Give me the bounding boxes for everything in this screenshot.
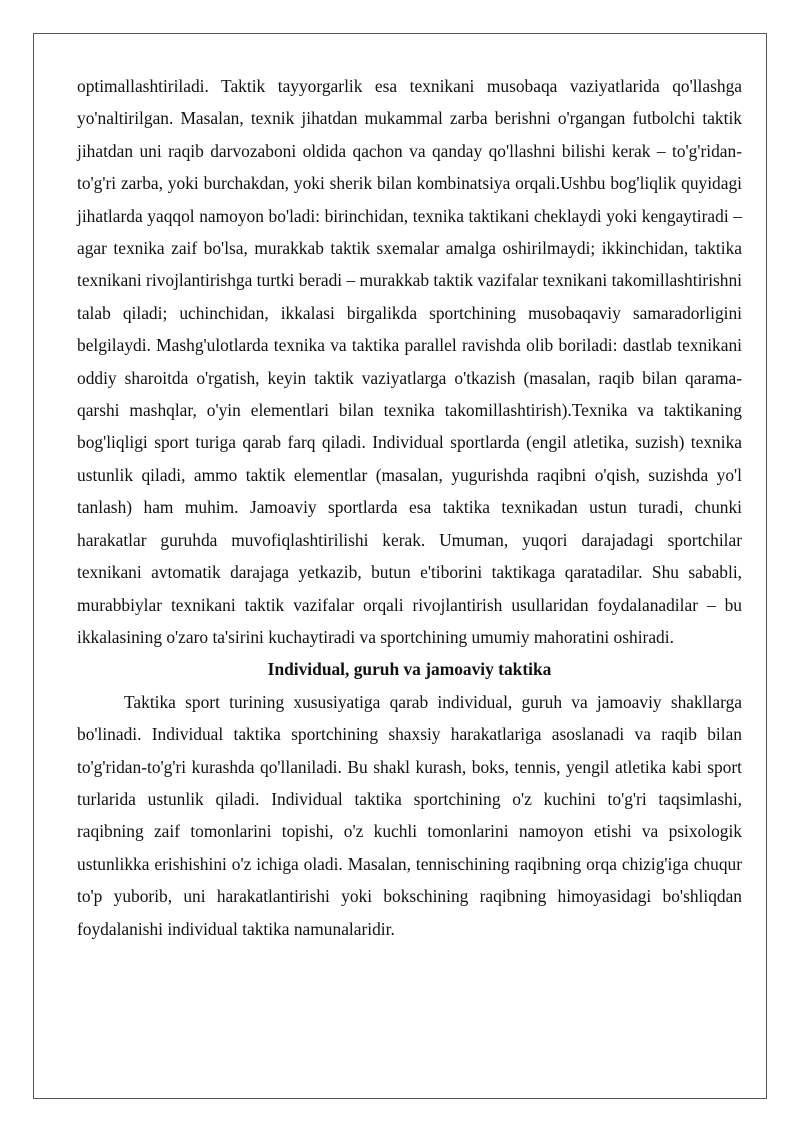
body-paragraph: optimallashtiriladi. Taktik tayyorgarlik esa texnikani musobaqa vaziyatlarida qo'llashga yo'naltirilgan. Masalan, texnik jihatdan mukammal zarba berishni o'rgangan futbolchi taktik jihatdan uni raqib darvozaboni oldida qachon va qanday qo'llashni bilishi kerak – to'g'ridan-to'g'ri zarba, yoki burchakdan, yoki sherik bilan kombinatsiya orqali.Ushbu bog'liqlik quyidagi jihatlarda yaqqol namoyon bo'ladi: birinchidan, texnika taktikani cheklaydi yoki kengaytiradi – agar texnika zaif bo'lsa, murakkab taktik sxemalar amalga oshirilmaydi; ikkinchidan, taktika texnikani rivojlantirishga turtki beradi – murakkab taktik vazifalar texnikani takomillashtirishni talab qiladi; uchinchidan, ikkalasi birgalikda sportchining musobaqaviy samaradorligini belgilaydi. Mashg'ulotlarda texnika va taktika parallel ravishda olib boriladi: dastlab texnikani oddiy sharoitda o'rgatish, keyin taktik vaziyatlarga o'tkazish (masalan, raqib bilan qarama-qarshi mashqlar, o'yin elementlari bilan texnika takomillashtirish).Texnika va taktikaning bog'liqligi sport turiga qarab farq qiladi. Individual sportlarda (engil atletika, suzish) texnika ustunlik qiladi, ammo taktik elementlar (masalan, yugurishda raqibni o'qish, suzishda yo'l tanlash) ham muhim. Jamoaviy sportlarda esa taktika texnikadan ustun turadi, chunki harakatlar guruhda muvofiqlashtirilishi kerak. Umuman, yuqori darajadagi sportchilar texnikani avtomatik darajaga yetkazib, butun e'tiborini taktikaga qaratadilar. Shu sababli, murabbiylar texnikani taktik vazifalar orqali rivojlantirish usullaridan foydalanadilar – bu ikkalasining o'zaro ta'sirini kuchaytiradi va sportchining umumiy mahoratini oshiradi. xyxy=(77,76,743,647)
document-body xyxy=(77,70,742,945)
section-paragraph: Taktika sport turining xususiyatiga qarab individual, guruh va jamoaviy shakllarga bo'linadi. Individual taktika sportchining shaxsiy harakatlariga asoslanadi va raqib bilan to'g'ridan-to'g'ri kurashda qo'llaniladi. Bu shakl kurash, boks, tennis, yengil atletika kabi sport turlarida ustunlik qiladi. Individual taktika sportchining o'z kuchini to'g'ri taqsimlashi, raqibning zaif tomonlarini topishi, o'z kuchli tomonlarini namoyon etishi va psixologik ustunlikka erishishini o'z ichiga oladi. Masalan, tennischining raqibning orqa chizig'iga chuqur to'p yuborib, uni harakatlantirishi yoki bokschining raqibning himoyasidagi bo'shliqdan foydalanishi individual taktika namunalaridir. xyxy=(77,691,742,939)
section-heading: Individual, guruh va jamoaviy taktika xyxy=(267,659,552,680)
